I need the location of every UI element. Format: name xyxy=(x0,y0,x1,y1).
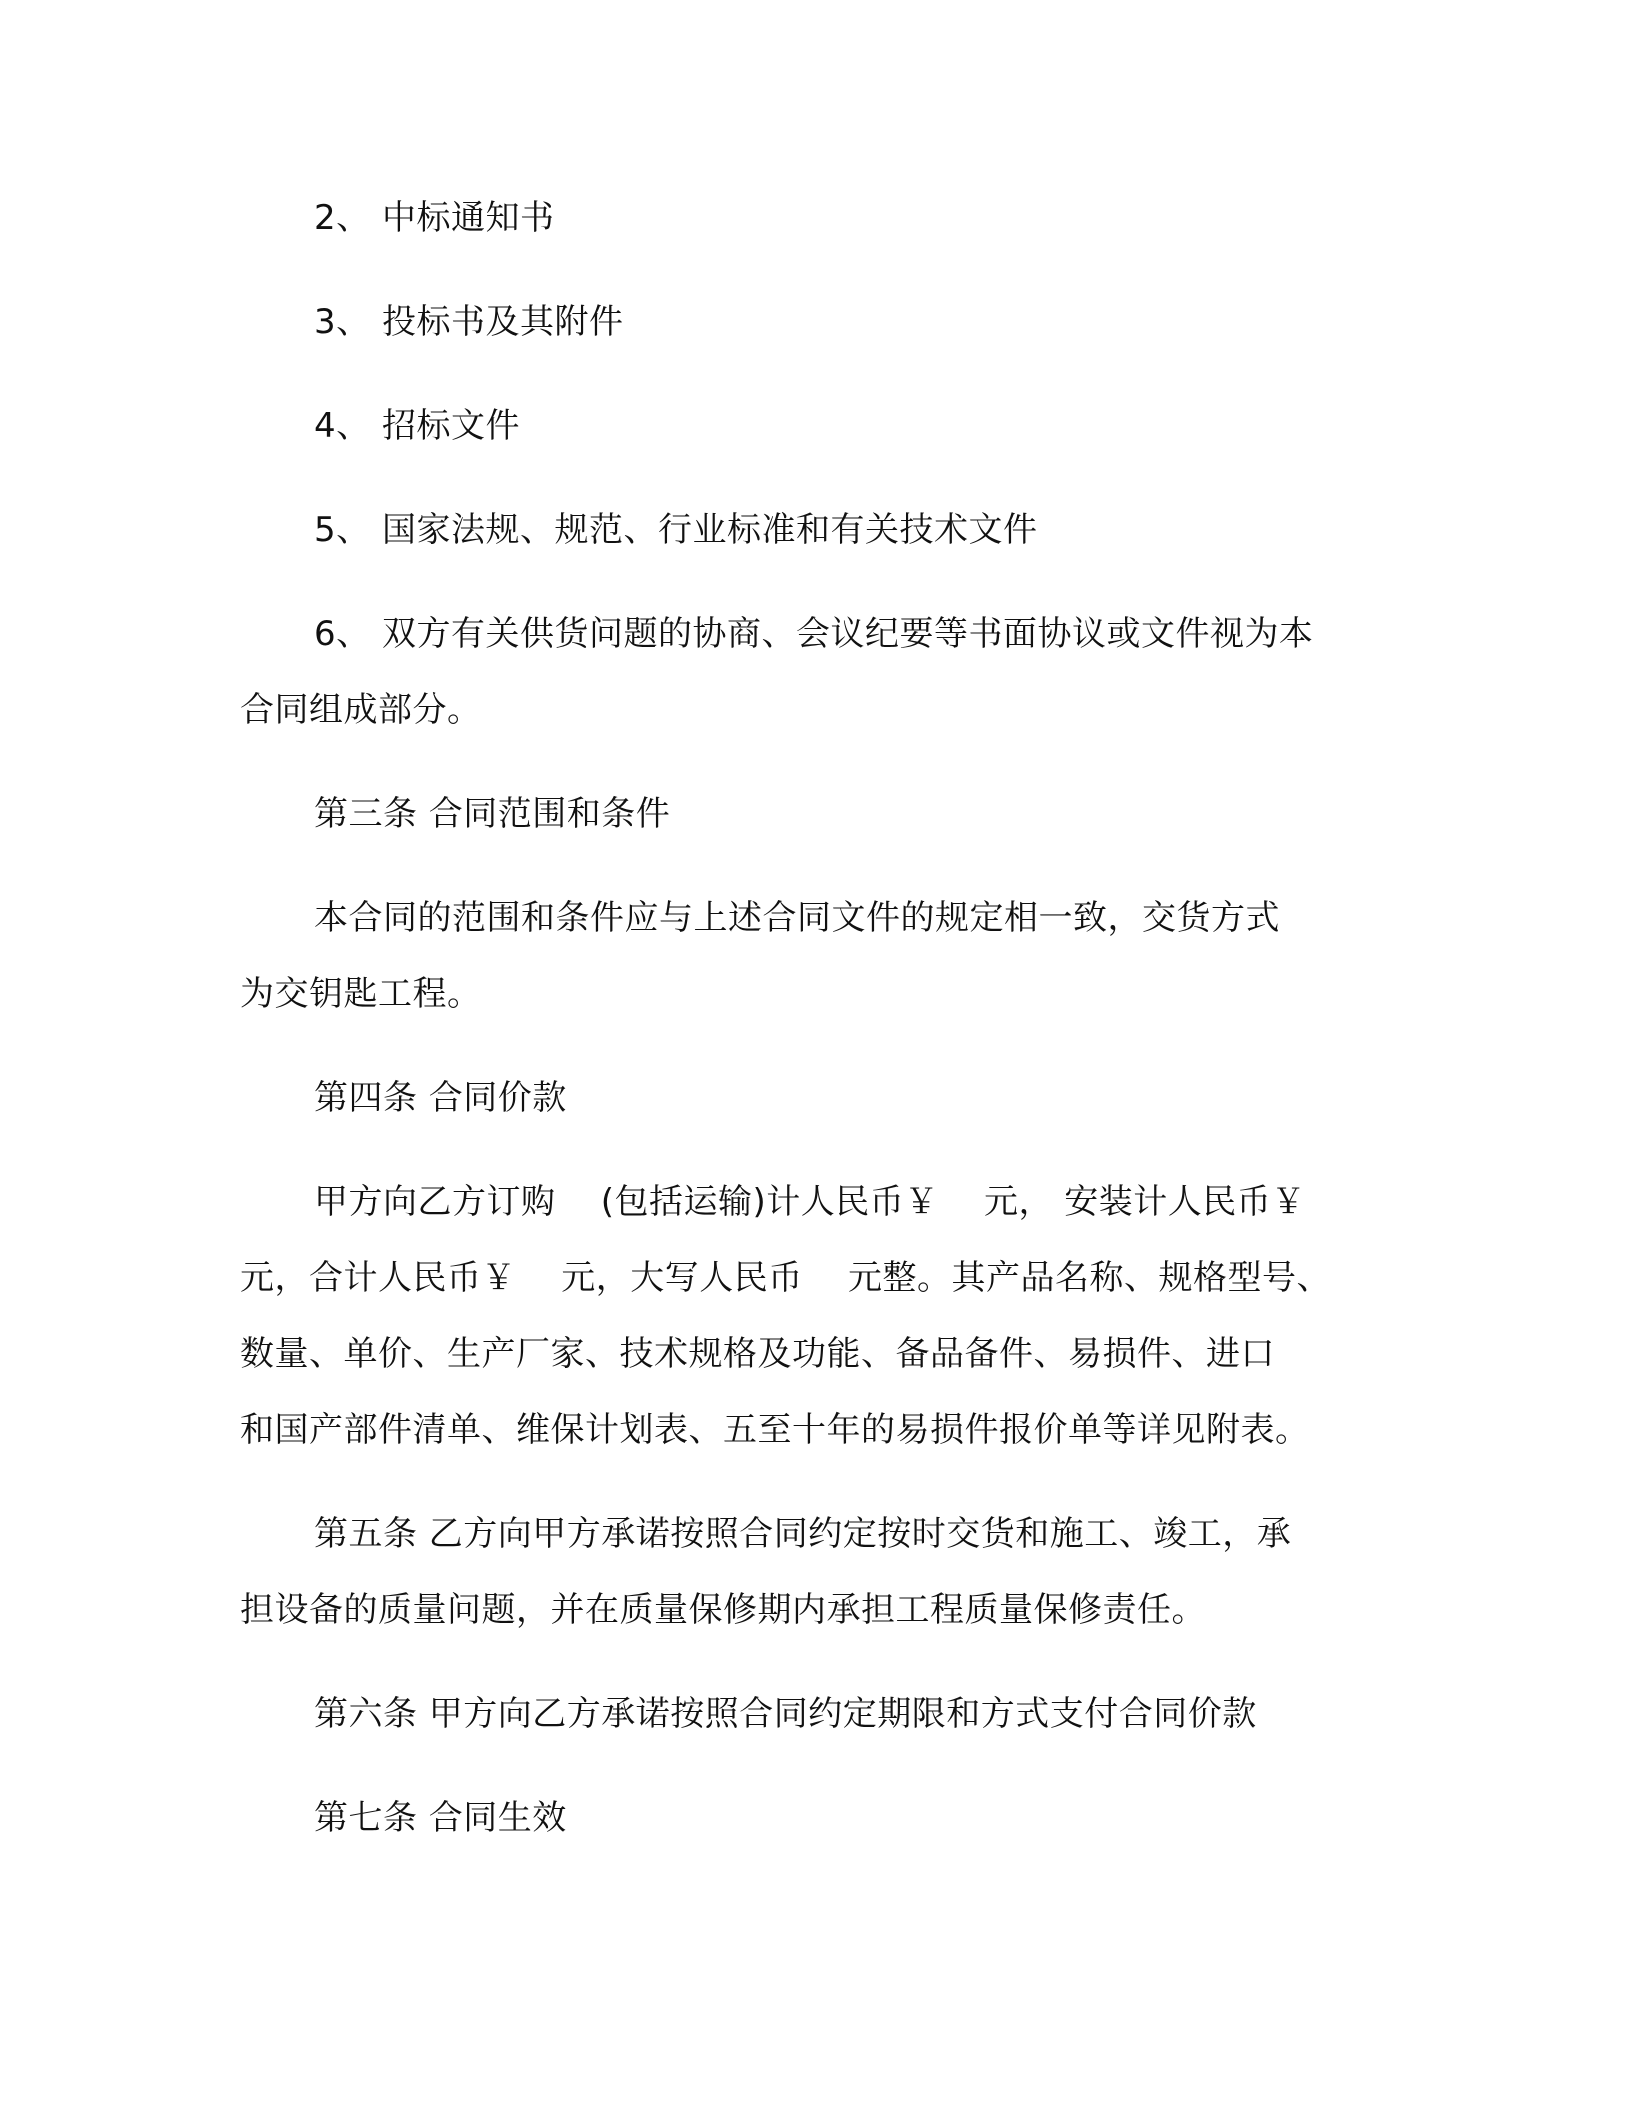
article-4-body-line-2: 元，合计人民币￥ 元，大写人民币 元整。其产品名称、规格型号、 xyxy=(240,1258,1331,1298)
list-item-6-continuation: 合同组成部分。 xyxy=(240,690,482,730)
article-3-body-line-2: 为交钥匙工程。 xyxy=(240,974,482,1014)
article-5-line-1: 第五条 乙方向甲方承诺按照合同约定按时交货和施工、竣工，承 xyxy=(314,1514,1292,1554)
list-item-6: 6、 双方有关供货问题的协商、会议纪要等书面协议或文件视为本 xyxy=(314,614,1314,654)
article-4-body-line-1: 甲方向乙方订购 (包括运输)计人民币￥ 元， 安装计人民币￥ xyxy=(314,1182,1306,1222)
article-6-heading: 第六条 甲方向乙方承诺按照合同约定期限和方式支付合同价款 xyxy=(314,1694,1257,1734)
article-4-body-line-3: 数量、单价、生产厂家、技术规格及功能、备品备件、易损件、进口 xyxy=(240,1334,1275,1374)
article-3-body-line-1: 本合同的范围和条件应与上述合同文件的规定相一致，交货方式 xyxy=(314,898,1280,938)
list-item-4: 4、 招标文件 xyxy=(314,406,520,446)
article-5-line-2: 担设备的质量问题，并在质量保修期内承担工程质量保修责任。 xyxy=(240,1590,1206,1630)
list-item-5: 5、 国家法规、规范、行业标准和有关技术文件 xyxy=(314,510,1038,550)
article-7-heading: 第七条 合同生效 xyxy=(314,1798,567,1838)
article-4-heading: 第四条 合同价款 xyxy=(314,1078,567,1118)
list-item-3: 3、 投标书及其附件 xyxy=(314,302,624,342)
article-3-heading: 第三条 合同范围和条件 xyxy=(314,794,671,834)
article-4-body-line-4: 和国产部件清单、维保计划表、五至十年的易损件报价单等详见附表。 xyxy=(240,1410,1310,1450)
list-item-2: 2、 中标通知书 xyxy=(314,198,555,238)
